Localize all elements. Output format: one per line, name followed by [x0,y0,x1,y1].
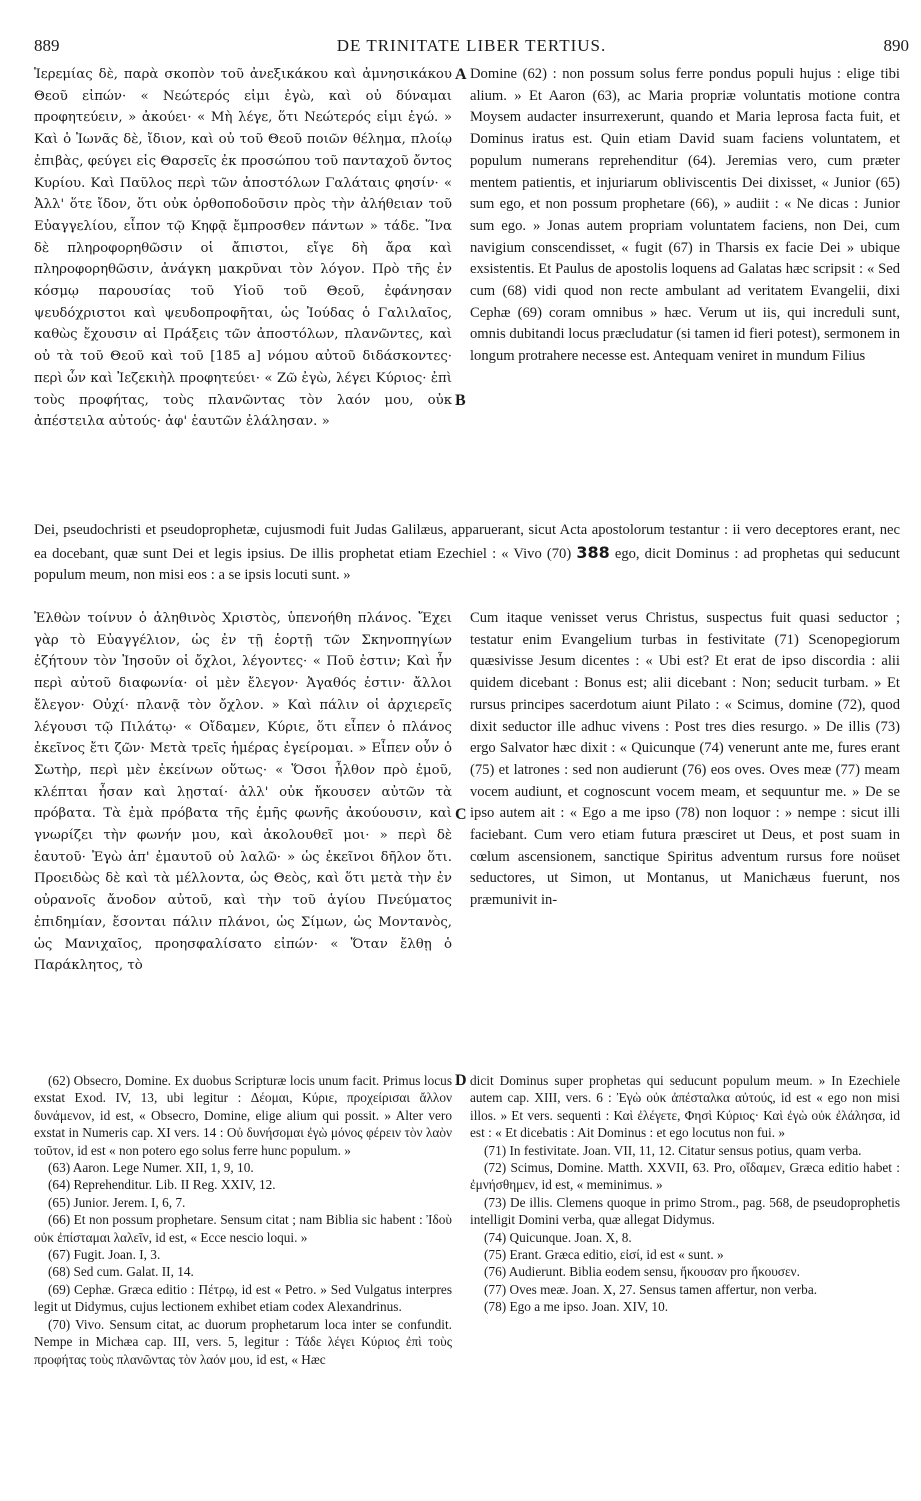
footnote: (71) In festivitate. Joan. VII, 11, 12. Citatur sensus potius, quam verba. [484,1142,862,1158]
margin-letter-c: C [455,806,467,823]
footnote: (68) Sed cum. Galat. II, 14. [48,1264,194,1280]
latin-full-before: Dei, pseudochristi et pseudoprophetæ, cujusmodi fuit Judas Galilæus, apparuerant, sicut Acta apostolorum testantur : ii vero deceptores erant, nec ea docebant, quæ sunt Dei et legis ipsius. De illis prophetat etiam Ezechiel : « Vivo (70) [34,522,900,562]
footnote: (72) Scimus, Domine. Matth. XXVII, 63. Pro, οἴδαμεν, Græca editio habet : ἐμνήσθημεν, id est, « meminimus. » [470,1160,900,1193]
footnote: (69) Cephæ. Græca editio : Πέτρῳ, id est « Petro. » Sed Vulgatus interpres legit ut Didymus, cujus lectionem exhibet etiam codex Alexandrinus. [34,1281,452,1315]
footnote: (74) Quicunque. Joan. X, 8. [484,1229,632,1245]
greek-column-middle [34,608,452,1068]
latin-full-after: ego, dicit Dominus : ad prophetas qui seducunt populum meum, non misi eos : a se ipsis locuti sunt. » [34,545,900,584]
margin-letter-a: A [455,66,467,83]
footnote: (70) Vivo. Sensum citat, ac duorum prophetarum loca inter se confundit. Nempe in Michæa cap. III, vers. 5, legitur : Τάδε λέγει Κύριος ἐπὶ τοὺς προφήτας τοὺς πλανῶντας τὸν λαόν μου, id est, « Hæc [34,1316,452,1367]
footnote: (62) Obsecro, Domine. Ex duobus Scripturæ locis unum facit. Primus locus exstat Exod. IV, 13, ubi legitur : Δέομαι, Κύριε, προχείρισαι ἄλλον δυνάμενον, id est, « Obsecro, Domine, elige alium qui possit. » Alter vero exstat in Numeris cap. XI vers. 14 : Οὐ δυνήσομαι ἐγὼ μόνος φέρειν τὸν λαὸν τοῦτον, id est « non potero ego solus ferre hunc populum. » [34,1073,452,1158]
page-number-left: 889 [34,36,60,55]
running-header [34,36,909,60]
greek-column-upper [34,64,452,520]
footnote: (78) Ego a me ipso. Joan. XIV, 10. [484,1299,669,1315]
latin-column-upper [470,64,900,520]
footnote: (67) Fugit. Joan. I, 3. [48,1247,161,1263]
footnote-continued: dicit Dominus super prophetas qui seducunt populum meum. » In Ezechiele autem cap. XIII, vers. 6 : Ἐγὼ οὐκ ἀπέσταλκα αὐτούς, id est « ego non misi illos. » Et vers. sequenti : Καὶ ἐλέγετε, Φησὶ Κύριος· Καὶ ἐγὼ οὐκ ἐλάλησα, id est : « Et dicebatis : Ait Dominus : et ego locutus non fui. » [470,1073,900,1141]
latin-text-upper: Domine (62) : non possum solus ferre pondus populi hujus : elige tibi alium. » Et Aaron (63), ac Maria propriæ voluntatis motione contra Moysem audacter insurrexerunt, quando et Maria leprosa facta fuit, et Dominus iratus est. Quin etiam David suam faciens voluntatem, et populum numerans reprehenditur (64). Jeremias vero, cum præter mentem patientis, et injuriarum obliviscentis Dei dixisset, « Junior (65) sum ego, et non possum prophetare (66), » audiit : « Ne dicas : Junior sum ego. » Jonas autem propriam voluntatem faciens, non Dei, cum navigium conscendisset, « fugit (67) in Tharsis ex facie Dei » ubique exsistentis. Et Paulus de apostolis loquens ad Galatas hæc scripsit : « Sed cum (68) vidi quod non recte ambulant ad veritatem Evangelii, dixi Cephæ (69) coram omnibus » hæc. Verum ut iis, qui increduli sunt, omnis dubitandi locus præcludatur (si tamen id fieri potest), sermonem in longum protrahere necesse est. Antequam veniret in mundum Filius [470,66,900,365]
footnote: (75) Erant. Græca editio, εἰσί, id est « sunt. » [484,1247,724,1263]
footnote: (77) Oves meæ. Joan. X, 27. Sensus tamen affertur, non verba. [484,1281,818,1297]
footnotes-right [470,1072,900,1490]
latin-column-middle [470,608,900,1068]
footnote: (63) Aaron. Lege Numer. XII, 1, 9, 10. [48,1160,254,1176]
footnote: (66) Et non possum prophetare. Sensum citat ; nam Biblia sic habent : Ἰδοὺ οὐκ ἐπίσταμαι λαλεῖν, id est, « Ecce nescio loqui. » [34,1212,452,1245]
running-title: DE TRINITATE LIBER TERTIUS. [336,36,607,55]
footnote: (76) Audierunt. Biblia eodem sensu, ἤκουσαν pro ἤκουσεν. [484,1264,800,1280]
greek-text-middle: Ἐλθὼν τοίνυν ὁ ἀληθινὸς Χριστὸς, ὑπενοήθη πλάνος. Ἔχει γὰρ τὸ Εὐαγγέλιον, ὡς ἐν τῇ ἑορτῇ τῶν Σκηνοπηγίων ἐζήτουν τὸν Ἰησοῦν οἱ ὄχλοι, λέγοντες· « Ποῦ ἐστιν; Καὶ ἦν περὶ αὐτοῦ διαφωνία· οἱ μὲν ἔλεγον· Ἀγαθός ἐστιν· ἄλλοι ἔλεγον· Οὐχί· πλανᾷ τὸν ὄχλον. » Καὶ πάλιν οἱ ἀρχιερεῖς λέγουσι τῷ Πιλάτῳ· « Οἴδαμεν, Κύριε, ὅτι εἶπεν ὁ πλάνος ἐκεῖνος ἔτι ζῶν· Μετὰ τρεῖς ἡμέρας ἐγείρομαι. » Εἶπεν οὖν ὁ Σωτὴρ, περὶ μὲν ἐκείνων οὕτως· « Ὅσοι ἦλθον πρὸ ἐμοῦ, κλέπται ἦσαν καὶ λῃσταί· ἀλλ' οὐκ ἤκουσεν αὐτῶν τὰ πρόβατα. Τὰ ἐμὰ πρόβατα τῆς ἐμῆς φωνῆς ἀκούουσιν, καὶ γνωρίζει τὴν φωνήν μου, καὶ ἀκολουθεῖ μοι· » περὶ δὲ ἑαυτοῦ· Ἐγὼ ἀπ' ἐμαυτοῦ οὐ λαλῶ· » ὡς ἐκεῖνοι δῆλον ὅτι. Προειδὼς δὲ καὶ τὰ μέλλοντα, ὡς Θεὸς, καὶ ὅτι μετὰ τὴν ἐν οὐρανοῖς ἄνοδον αὐτοῦ, καὶ τὴν τοῦ ἁγίου Πνεύματος ἐπιδημίαν, ἔσονται πάλιν πλάνοι, ὡς Σίμων, ὡς Μοντανὸς, ὡς Μανιχαῖος, προησφαλίσατο εἰπών· « Ὅταν ἔλθῃ ὁ Παράκλητος, τὸ [34,611,452,974]
full-width-latin-block [34,520,900,608]
footnote: (73) De illis. Clemens quoque in primo Strom., pag. 568, de pseudoprophetis intelligit Domini verba, quæ allegat Didymus. [470,1194,900,1228]
footnotes-left [34,1072,452,1490]
footnote: (65) Junior. Jerem. I, 6, 7. [48,1194,186,1210]
greek-text-upper: Ἱερεμίας δὲ, παρὰ σκοπὸν τοῦ ἀνεξικάκου καὶ ἀμνησικάκου Θεοῦ εἰπών· « Νεώτερός εἰμι ἐγὼ, καὶ οὐ δύναμαι προφητεύειν, » ἀκούει· « Μὴ λέγε, ὅτι Νεώτερός εἰμι ἐγώ. » Καὶ ὁ Ἰωνᾶς δὲ, ἴδιον, καὶ οὐ τοῦ Θεοῦ ποιῶν θέλημα, πλοίῳ ἐπιβὰς, φεύγει εἰς Θαρσεῖς ἐκ προσώπου τοῦ πανταχοῦ ὄντος Κυρίου. Καὶ Παῦλος περὶ τῶν ἀποστόλων Γαλάταις φησίν· « Ἀλλ' ὅτε ἴδον, ὅτι οὐκ ὀρθοποδοῦσιν πρὸς τὴν ἀλήθειαν τοῦ Εὐαγγελίου, εἶπον τῷ Κηφᾷ ἔμπροσθεν πάντων » τάδε. Ἵνα δὲ πληροφορηθῶσιν οἱ ἄπιστοι, εἴγε δὴ ἄρα καὶ πληροφορηθῶσιν, ἀνάγκη μακρῦναι τὸν λόγον. Πρὸ τῆς ἐν κόσμῳ παρουσίας τοῦ Υἱοῦ τοῦ Θεοῦ, ἐφάνησαν ψευδόχριστοι καὶ ψευδοπροφῆται, ὡς Ἰούδας ὁ Γαλιλαῖος, καθὼς ἔχουσιν αἱ Πράξεις τῶν ἀποστόλων, πλανῶντες, καὶ οὐ τὰ τοῦ Θεοῦ καὶ τοῦ [185 a] νόμου αὐτοῦ διδάσκοντες· περὶ ὧν καὶ Ἰεζεκιὴλ προφητεύει· « Ζῶ ἐγὼ, λέγει Κύριος· ἐπὶ τοὺς προφήτας, τοὺς πλανῶντας τὸν λαόν μου, οὐκ ἀπέστειλα αὐτούς· ἀφ' ἑαυτῶν ἐλάλησαν. » [34,67,452,430]
latin-text-middle: Cum itaque venisset verus Christus, suspectus fuit quasi seductor ; testatur enim Evangelium turbas in festivitate (71) Scenopegiorum quæsivisse Jesum dicentes : « Ubi est? Et erat de ipso discordia : alii quidem dicebant : Bonus est; alii dicebant : Non; seducit turbam. » Et rursus principes sacerdotum aiunt Pilato : « Scimus, domine (72), quod dixit seductor ille adhuc vivens : Post tres dies resurgo. » De illis (73) ergo Salvator hæc dixit : « Quicunque (74) venerunt ante me, fures erant (75) et latrones : sed non audierunt (76) eos oves. Oves meæ (77) meam vocem audiunt, et cognoscunt vocem meam, et sequuntur me. » De se ipso autem ait : « Ego a me ipso (78) non loquor : » nempe : sicut illi faciebant. Cum vero etiam futura præsciret ut Deus, et post suam in cœlum ascensionem, sanctique Spiritus adventum rursus fore noüset seductores, ut Simon, ut Montanus, ut Manichæus fuerunt, nos præmunivit in- [470,610,900,909]
margin-letter-d: D [455,1072,467,1089]
page-number-right: 890 [883,36,909,55]
footnote: (64) Reprehenditur. Lib. II Reg. XXIV, 12. [48,1177,276,1193]
page-marker-388: 388 [576,542,610,562]
margin-letter-b: B [455,392,466,409]
